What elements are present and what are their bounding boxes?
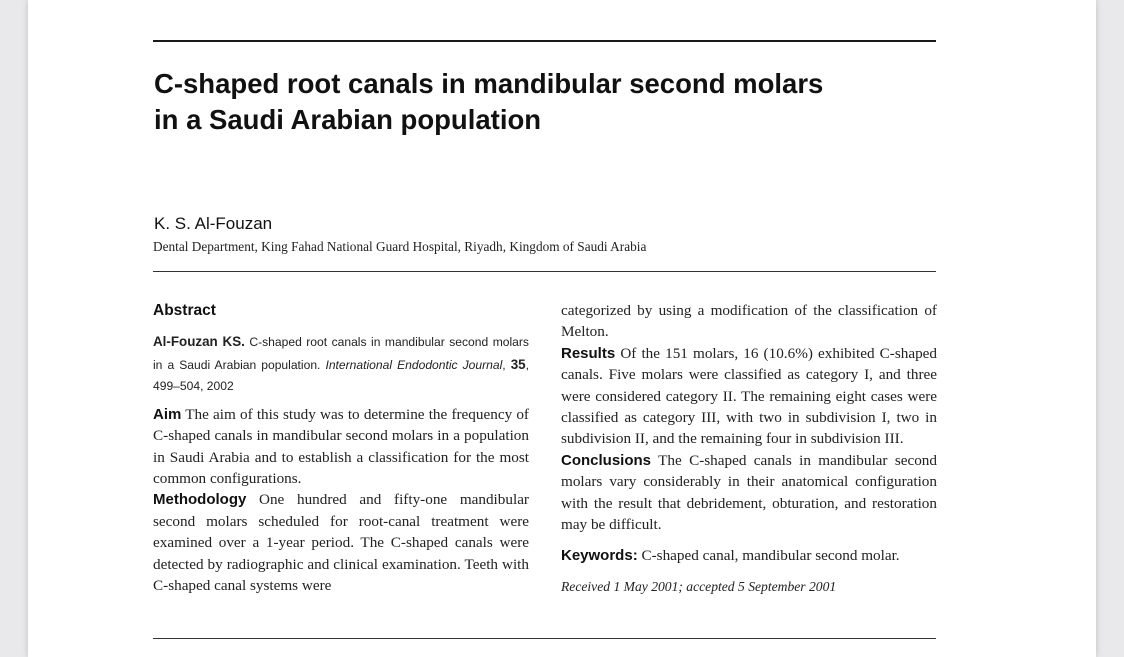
conclusions-paragraph [561,450,937,536]
aim-text: The aim of this study was to determine the frequency of C-shaped canals in mandibular second molars in a population in Saudi Arabia and to establish a classification for the most common configurations. [153,405,529,487]
results-label: Results [561,344,616,362]
header-divider [153,271,936,272]
bottom-rule [153,638,936,639]
keywords-label: Keywords: [561,547,638,565]
paper-page [28,0,1096,657]
methodology-label: Methodology [153,491,247,509]
aim-paragraph [153,404,529,490]
conclusions-text: The C-shaped canals in mandibular second molars vary considerably in their anatomical configuration with the result that debridement, obturation, and restoration may be difficult. [561,451,937,534]
citation-volume: 35 [510,356,526,372]
citation-pages-year: , 499–504, 2002 [153,357,529,394]
aim-label: Aim [153,405,182,423]
conclusions-label: Conclusions [561,451,652,469]
top-rule [153,40,936,42]
author-name: K. S. Al-Fouzan [154,214,273,233]
author-affiliation: Dental Department, King Fahad National Guard Hospital, Riyadh, Kingdom of Saudi Arabia [153,239,647,254]
results-text: Of the 151 molars, 16 (10.6%) exhibited C-shaped canals. Five molars were classified as category I, and three were considered category II. The remaining eight cases were classified as category III, with two in subdivision I, two in subdivision II, and the remaining four in subdivision III. [561,344,938,448]
citation-author: Al-Fouzan KS. [153,334,245,349]
methodology-text: One hundred and fifty-one mandibular second molars scheduled for root-canal treatment were examined over a 1-year period. The C-shaped canals were detected by radiographic and clinical examination. Teeth with C-shaped canal systems were [153,491,529,595]
results-paragraph [561,343,937,450]
paper-title [154,66,954,138]
keywords-text: C-shaped canal, mandibular second molar. [641,547,900,565]
citation: Al-Fouzan KS. C-shaped root canals in mandibular second molars in a Saudi Arabian population. International Endodontic Journal, 35, 499–504, 2002 [153,334,529,394]
title-line-1: C-shaped root canals in mandibular second molars [154,68,824,99]
citation-journal: International Endodontic Journal [325,357,503,372]
received-dates: Received 1 May 2001; accepted 5 September 2001 [561,578,837,594]
keywords-paragraph [561,545,937,566]
abstract-heading: Abstract [153,302,216,319]
abstract-right-column [561,300,937,597]
citation-title: C-shaped root canals in mandibular second molars in a Saudi Arabian population. [153,335,529,372]
methodology-paragraph [153,489,529,596]
abstract-left-column [153,300,529,596]
title-line-2: in a Saudi Arabian population [154,104,542,135]
methodology-continued: categorized by using a modification of the classification of Melton. [561,302,937,341]
